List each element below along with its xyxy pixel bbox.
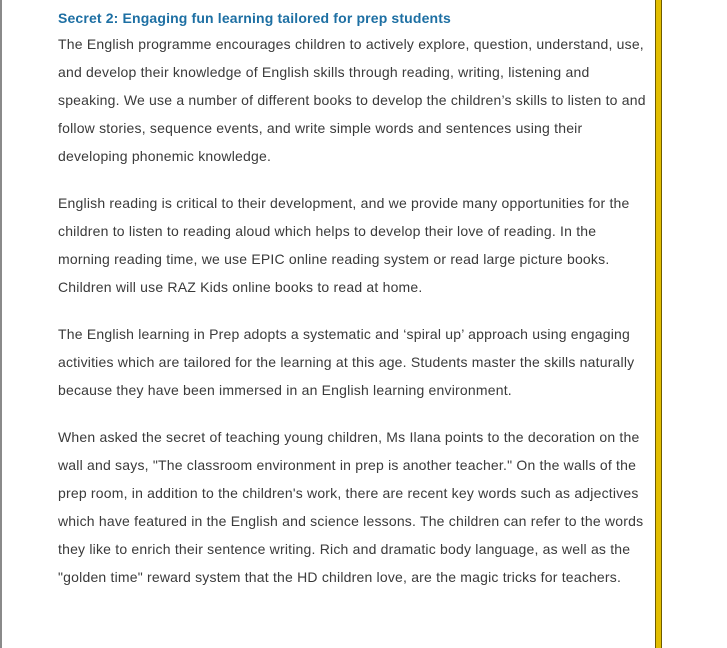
article-content <box>58 8 648 610</box>
paragraph-prep-approach: The English learning in Prep adopts a systematic and ‘spiral up’ approach using engaging activities which are tailored for the learning at this age. Students master the skills naturally because they have been immersed in an English learning environment. <box>58 326 635 398</box>
section-heading: Secret 2: Engaging fun learning tailored for prep students <box>58 10 451 26</box>
paragraph-teaching-secret: When asked the secret of teaching young children, Ms Ilana points to the decoration on the wall and says, "The classroom environment in prep is another teacher." On the walls of the prep room, in addition to the children's work, there are recent key words such as adjectives which have featured in the English and science lessons. The children can refer to the words they like to enrich their sentence writing. Rich and dramatic body language, as well as the "golden time" reward system that the HD children love, are the magic tricks for teachers. <box>58 429 644 585</box>
paragraph-english-programme: The English programme encourages children to actively explore, question, understand, use, and develop their knowledge of English skills through reading, writing, listening and speaking. We use a number of different books to develop the children’s skills to listen to and follow stories, sequence events, and write simple words and sentences using their developing phonemic knowledge. <box>58 36 646 164</box>
paragraph-english-reading: English reading is critical to their development, and we provide many opportunities for the children to listen to reading aloud which helps to develop their love of reading. In the morning reading time, we use EPIC online reading system or read large picture books. Children will use RAZ Kids online books to read at home. <box>58 195 630 295</box>
left-divider <box>0 0 2 648</box>
right-border-bar <box>655 0 662 648</box>
